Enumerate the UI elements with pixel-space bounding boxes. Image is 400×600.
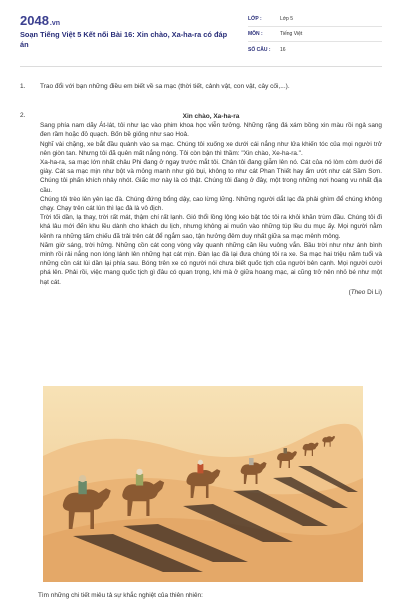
reading-passage xyxy=(40,112,382,297)
logo-main: 2048 xyxy=(20,13,49,28)
meta-label: SỐ CÂU : xyxy=(248,46,271,53)
passage-paragraph: Trời tối dần, lạ thay, trời rất mát, thậm chí rất lạnh. Gió thổi lồng lộng kéo bật tóc tôi ra khỏi khăn trùm đầu. Chúng tôi đi khá lâu mới đến khu lều dành cho khách du lịch, nhưng không ai muốn vào những túp lều du mục ấy. Mọi người nằm kềnh ra những tấm chiếu đã trải trên cát để ngắm sao, tận hưởng đêm duy nhất giữa sa mạc mênh mông. xyxy=(40,214,382,240)
passage-paragraph: Chúng tôi trèo lên yên lạc đà. Chúng đứng bổng dậy, cao lừng lững. Những người dắt lạc đà phải ghìm để chúng không chạy. Chạy trên cát lún thì lạc đà là vô địch. xyxy=(40,195,382,213)
follow-up-question: Tìm những chi tiết miêu tả sự khắc nghiệt của thiên nhiên: xyxy=(38,592,203,599)
header-divider xyxy=(20,66,382,67)
passage-paragraph: Sang phía nam dãy Át-lát, tôi như lạc vào phim khoa học viễn tưởng. Những rặng đá xám bồng xin màu rồi ngả sang đen rầm hoặc đỏ quạch. Bốn bề giống như sao Hoả. xyxy=(40,122,382,139)
meta-row-subject xyxy=(248,27,382,42)
meta-row-grade xyxy=(248,12,382,27)
meta-table xyxy=(248,12,382,57)
meta-value: Lớp 5 xyxy=(280,16,294,22)
meta-value: Tiếng Việt xyxy=(280,31,303,37)
document-title: Soạn Tiếng Việt 5 Kết nối Bài 16: Xin chào, Xa-ha-ra có đáp án xyxy=(20,30,228,49)
passage-paragraph: Xa-ha-ra, sa mạc lớn nhất châu Phi đang ở ngay trước mắt tôi. Chân tôi đang giẫm lên nó. Cát của nó lòm còm dưới đế giày. Cát sa mạc mịn như bột và mỏng manh như gió bụi, không to như cát Phan Thiết hay ẩm ướt như cát Sầm Sơn. Chúng tôi phấn khích nhảy nhót. Giấc mơ này là có thật. Chúng tôi đang ở đây, một trong những nơi hoang vu nhất địa cầu. xyxy=(40,159,382,194)
meta-row-count xyxy=(248,42,382,57)
passage-source: (Theo Di Li) xyxy=(348,288,382,296)
question-number: 1. xyxy=(20,83,26,90)
source-italic: Theo xyxy=(350,288,366,296)
logo-suffix: .vn xyxy=(49,20,61,27)
source-author: Di Li) xyxy=(365,288,382,296)
passage-paragraph: Nghĩ vài chặng, xe bắt đầu quành vào sa mạc. Chúng tôi xuống xe dưới cái nắng như lửa khiến tóc của mọi người trở nên giòn tan. Nhưng tôi đã quên mất nắng nóng. Tôi còn bận thì thầm: "Xin chào, Xe-ha-ra.". xyxy=(40,140,382,157)
passage-title: Xin chào, Xa-ha-ra xyxy=(182,113,240,120)
document-header xyxy=(20,10,382,62)
question-text: Trao đổi với bạn những điều em biết về sa mạc (thời tiết, cảnh vật, con vật, cây cối,...). xyxy=(40,83,290,90)
meta-label: LỚP : xyxy=(248,16,262,22)
question-number: 2. xyxy=(20,112,26,119)
meta-label: MÔN : xyxy=(248,31,263,37)
meta-value: 16 xyxy=(280,46,286,53)
passage-paragraph: Năm giờ sáng, trời hửng. Những cồn cát cong vòng vây quanh những căn lều vuông vắn. Bầu trời như như ánh bình minh rồi rải nắng non lóng lánh lên những hạt cát mịn. Đàn lạc đà lại đưa chúng tôi ra xe. Sa mạc hai triệu năm tuổi và những cồn cát lùi dần lại phía sau. Bóng trên xe có người nói chưa biết quốc tịch của người bên cạnh. Mọi người cười phá lên. Phải rồi, việc mang quốc tịch gì đâu có quan trọng, khi mà ở giữa hoang mạc, ai cũng trở nên nhỏ bé như một hạt cát. xyxy=(40,241,382,286)
camel-caravan-illustration xyxy=(43,386,363,582)
site-logo[interactable] xyxy=(20,13,60,28)
